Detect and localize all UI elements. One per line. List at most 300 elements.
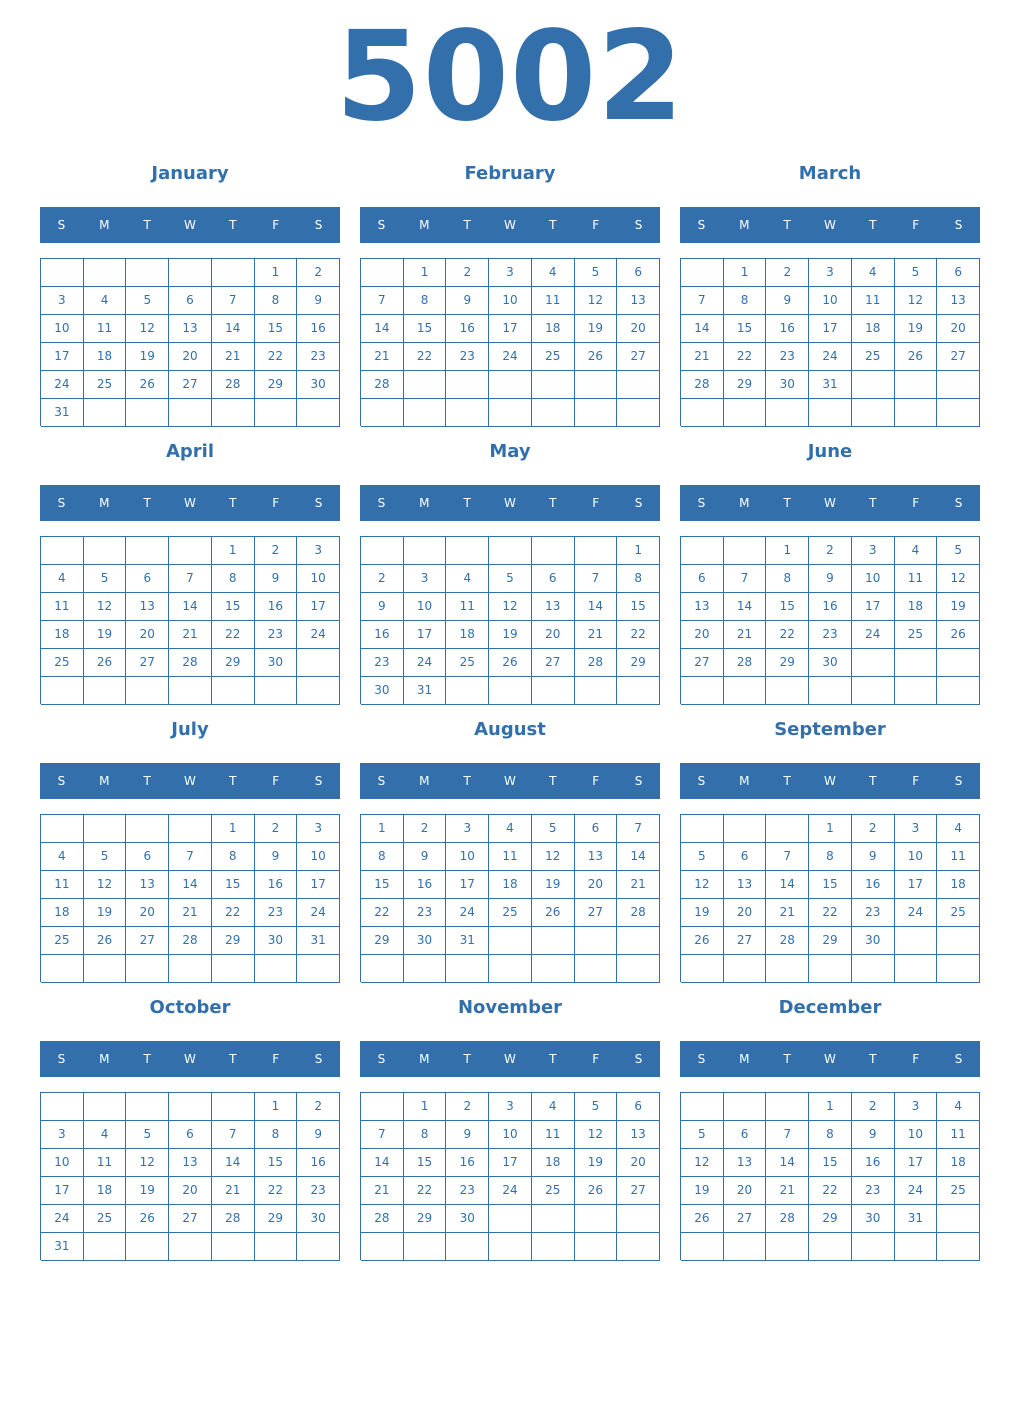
day-cell: 9 [446, 287, 489, 315]
empty-day-cell [617, 371, 660, 399]
day-cell: 28 [212, 1205, 255, 1233]
day-cell: 20 [126, 899, 169, 927]
month-may [360, 435, 660, 705]
day-cell: 16 [446, 1149, 489, 1177]
empty-day-cell [169, 677, 212, 705]
day-cell: 10 [41, 1149, 84, 1177]
day-cell: 3 [489, 1093, 532, 1121]
day-cell: 17 [41, 1177, 84, 1205]
day-cell: 5 [681, 843, 724, 871]
day-cell: 4 [84, 287, 127, 315]
day-cell: 7 [169, 565, 212, 593]
weekday-header [680, 1041, 980, 1077]
month-june [680, 435, 980, 705]
weekday-label: F [592, 774, 600, 788]
day-cell: 29 [255, 371, 298, 399]
empty-day-cell [297, 955, 340, 983]
empty-day-cell [532, 1233, 575, 1261]
day-cell: 21 [212, 1177, 255, 1205]
day-cell: 23 [255, 899, 298, 927]
empty-day-cell [681, 399, 724, 427]
weekday-header [680, 485, 980, 521]
day-cell: 8 [255, 1121, 298, 1149]
empty-day-cell [169, 537, 212, 565]
weekday-label: S [377, 496, 386, 510]
empty-day-cell [766, 677, 809, 705]
day-cell: 18 [937, 871, 980, 899]
empty-day-cell [617, 927, 660, 955]
weekday-label: F [912, 774, 920, 788]
weekday-label: S [377, 774, 386, 788]
day-cell: 17 [489, 315, 532, 343]
day-cell: 31 [297, 927, 340, 955]
weekday-label: S [954, 774, 963, 788]
weekday-label: M [419, 1052, 430, 1066]
empty-day-cell [937, 677, 980, 705]
day-cell: 9 [852, 843, 895, 871]
empty-day-cell [937, 955, 980, 983]
day-cell: 22 [255, 1177, 298, 1205]
day-cell: 1 [724, 259, 767, 287]
weekday-label: M [739, 218, 750, 232]
day-cell: 24 [489, 343, 532, 371]
weekday-label: S [634, 496, 643, 510]
empty-day-cell [212, 1093, 255, 1121]
empty-day-cell [126, 955, 169, 983]
empty-day-cell [575, 371, 618, 399]
weekday-label: M [739, 1052, 750, 1066]
empty-day-cell [532, 1205, 575, 1233]
month-title: June [807, 441, 853, 462]
empty-day-cell [404, 955, 447, 983]
day-cell: 20 [724, 899, 767, 927]
day-cell: 6 [724, 1121, 767, 1149]
day-cell: 26 [489, 649, 532, 677]
weekday-label: S [57, 496, 66, 510]
day-cell: 14 [361, 315, 404, 343]
day-cell: 5 [126, 287, 169, 315]
day-cell: 18 [84, 1177, 127, 1205]
empty-day-cell [212, 259, 255, 287]
day-cell: 22 [212, 621, 255, 649]
day-cell: 29 [212, 649, 255, 677]
month-title: October [149, 997, 231, 1018]
empty-day-cell [489, 955, 532, 983]
day-cell: 3 [41, 287, 84, 315]
day-cell: 16 [852, 871, 895, 899]
day-cell: 1 [255, 259, 298, 287]
weekday-label: T [783, 1052, 791, 1066]
weekday-label: S [697, 774, 706, 788]
empty-day-cell [681, 1093, 724, 1121]
day-cell: 4 [41, 565, 84, 593]
days-grid [680, 1092, 980, 1260]
day-cell: 13 [532, 593, 575, 621]
day-cell: 3 [895, 815, 938, 843]
day-cell: 14 [724, 593, 767, 621]
weekday-label: M [99, 218, 110, 232]
day-cell: 21 [169, 621, 212, 649]
day-cell: 5 [126, 1121, 169, 1149]
weekday-header [40, 763, 340, 799]
weekday-label: W [824, 218, 836, 232]
empty-day-cell [766, 1233, 809, 1261]
empty-day-cell [84, 955, 127, 983]
day-cell: 13 [724, 1149, 767, 1177]
day-cell: 4 [937, 815, 980, 843]
weekday-label: S [634, 218, 643, 232]
month-september [680, 713, 980, 983]
day-cell: 24 [404, 649, 447, 677]
day-cell: 11 [41, 593, 84, 621]
day-cell: 20 [575, 871, 618, 899]
day-cell: 25 [937, 1177, 980, 1205]
day-cell: 27 [724, 1205, 767, 1233]
day-cell: 12 [895, 287, 938, 315]
empty-day-cell [852, 1233, 895, 1261]
day-cell: 14 [766, 1149, 809, 1177]
weekday-label: S [634, 774, 643, 788]
empty-day-cell [361, 537, 404, 565]
day-cell: 15 [809, 1149, 852, 1177]
day-cell: 30 [852, 1205, 895, 1233]
weekday-label: W [504, 218, 516, 232]
day-cell: 30 [361, 677, 404, 705]
weekday-label: T [869, 1052, 877, 1066]
day-cell: 25 [532, 343, 575, 371]
weekday-header [40, 207, 340, 243]
day-cell: 4 [532, 259, 575, 287]
day-cell: 25 [446, 649, 489, 677]
day-cell: 5 [937, 537, 980, 565]
empty-day-cell [489, 371, 532, 399]
day-cell: 6 [617, 1093, 660, 1121]
days-grid [360, 814, 660, 982]
day-cell: 14 [617, 843, 660, 871]
day-cell: 9 [297, 1121, 340, 1149]
weekday-label: S [634, 1052, 643, 1066]
day-cell: 3 [297, 537, 340, 565]
day-cell: 26 [575, 343, 618, 371]
day-cell: 22 [617, 621, 660, 649]
day-cell: 9 [255, 843, 298, 871]
empty-day-cell [937, 649, 980, 677]
day-cell: 15 [255, 1149, 298, 1177]
weekday-label: T [463, 774, 471, 788]
day-cell: 7 [212, 287, 255, 315]
empty-day-cell [84, 259, 127, 287]
weekday-label: W [184, 774, 196, 788]
empty-day-cell [532, 677, 575, 705]
day-cell: 17 [446, 871, 489, 899]
day-cell: 26 [681, 1205, 724, 1233]
day-cell: 20 [681, 621, 724, 649]
day-cell: 26 [84, 927, 127, 955]
day-cell: 13 [575, 843, 618, 871]
days-grid [40, 258, 340, 426]
day-cell: 2 [255, 815, 298, 843]
empty-day-cell [489, 677, 532, 705]
day-cell: 26 [681, 927, 724, 955]
day-cell: 4 [41, 843, 84, 871]
day-cell: 2 [852, 1093, 895, 1121]
day-cell: 3 [446, 815, 489, 843]
empty-day-cell [446, 371, 489, 399]
day-cell: 29 [724, 371, 767, 399]
weekday-label: T [783, 496, 791, 510]
weekday-label: S [57, 1052, 66, 1066]
day-cell: 20 [169, 1177, 212, 1205]
day-cell: 30 [809, 649, 852, 677]
empty-day-cell [937, 1233, 980, 1261]
empty-day-cell [532, 955, 575, 983]
day-cell: 15 [617, 593, 660, 621]
empty-day-cell [766, 399, 809, 427]
day-cell: 28 [617, 899, 660, 927]
day-cell: 16 [255, 593, 298, 621]
day-cell: 27 [724, 927, 767, 955]
day-cell: 8 [766, 565, 809, 593]
day-cell: 17 [297, 871, 340, 899]
day-cell: 3 [41, 1121, 84, 1149]
day-cell: 3 [489, 259, 532, 287]
empty-day-cell [255, 399, 298, 427]
weekday-label: T [783, 774, 791, 788]
day-cell: 9 [297, 287, 340, 315]
weekday-label: T [549, 218, 557, 232]
day-cell: 6 [681, 565, 724, 593]
month-august [360, 713, 660, 983]
day-cell: 30 [404, 927, 447, 955]
weekday-label: F [592, 496, 600, 510]
day-cell: 2 [809, 537, 852, 565]
day-cell: 7 [766, 843, 809, 871]
day-cell: 13 [617, 287, 660, 315]
day-cell: 26 [84, 649, 127, 677]
empty-day-cell [575, 537, 618, 565]
day-cell: 6 [169, 1121, 212, 1149]
empty-day-cell [724, 955, 767, 983]
day-cell: 1 [255, 1093, 298, 1121]
empty-day-cell [297, 399, 340, 427]
empty-day-cell [212, 677, 255, 705]
day-cell: 26 [126, 1205, 169, 1233]
weekday-label: T [143, 218, 151, 232]
weekday-label: M [739, 496, 750, 510]
weekday-label: T [143, 496, 151, 510]
day-cell: 29 [212, 927, 255, 955]
day-cell: 14 [681, 315, 724, 343]
day-cell: 14 [212, 315, 255, 343]
day-cell: 6 [169, 287, 212, 315]
day-cell: 11 [446, 593, 489, 621]
day-cell: 29 [617, 649, 660, 677]
empty-day-cell [169, 815, 212, 843]
empty-day-cell [361, 1233, 404, 1261]
empty-day-cell [169, 1093, 212, 1121]
empty-day-cell [212, 955, 255, 983]
day-cell: 20 [617, 1149, 660, 1177]
day-cell: 19 [895, 315, 938, 343]
empty-day-cell [937, 371, 980, 399]
day-cell: 11 [41, 871, 84, 899]
day-cell: 22 [766, 621, 809, 649]
day-cell: 26 [575, 1177, 618, 1205]
empty-day-cell [212, 399, 255, 427]
weekday-label: S [314, 496, 323, 510]
day-cell: 23 [361, 649, 404, 677]
empty-day-cell [532, 399, 575, 427]
empty-day-cell [41, 537, 84, 565]
empty-day-cell [809, 1233, 852, 1261]
day-cell: 29 [766, 649, 809, 677]
weekday-label: S [697, 496, 706, 510]
empty-day-cell [489, 1233, 532, 1261]
empty-day-cell [617, 677, 660, 705]
day-cell: 5 [84, 565, 127, 593]
month-title: September [774, 719, 886, 740]
day-cell: 15 [212, 593, 255, 621]
empty-day-cell [809, 399, 852, 427]
empty-day-cell [404, 537, 447, 565]
day-cell: 10 [489, 287, 532, 315]
day-cell: 31 [895, 1205, 938, 1233]
day-cell: 19 [532, 871, 575, 899]
day-cell: 2 [255, 537, 298, 565]
month-november [360, 991, 660, 1261]
day-cell: 23 [446, 343, 489, 371]
day-cell: 20 [169, 343, 212, 371]
day-cell: 8 [404, 1121, 447, 1149]
day-cell: 28 [212, 371, 255, 399]
day-cell: 16 [809, 593, 852, 621]
day-cell: 3 [297, 815, 340, 843]
empty-day-cell [169, 399, 212, 427]
day-cell: 6 [575, 815, 618, 843]
empty-day-cell [297, 1233, 340, 1261]
empty-day-cell [41, 955, 84, 983]
day-cell: 27 [617, 1177, 660, 1205]
day-cell: 26 [937, 621, 980, 649]
day-cell: 4 [532, 1093, 575, 1121]
day-cell: 27 [169, 371, 212, 399]
days-grid [680, 814, 980, 982]
weekday-label: T [463, 496, 471, 510]
day-cell: 10 [852, 565, 895, 593]
day-cell: 27 [169, 1205, 212, 1233]
day-cell: 12 [681, 871, 724, 899]
day-cell: 11 [937, 1121, 980, 1149]
empty-day-cell [809, 955, 852, 983]
day-cell: 24 [446, 899, 489, 927]
day-cell: 3 [404, 565, 447, 593]
empty-day-cell [852, 649, 895, 677]
day-cell: 27 [126, 649, 169, 677]
day-cell: 7 [681, 287, 724, 315]
day-cell: 30 [446, 1205, 489, 1233]
day-cell: 12 [84, 593, 127, 621]
empty-day-cell [404, 371, 447, 399]
day-cell: 19 [84, 621, 127, 649]
day-cell: 1 [766, 537, 809, 565]
day-cell: 30 [255, 649, 298, 677]
empty-day-cell [446, 955, 489, 983]
day-cell: 28 [169, 927, 212, 955]
day-cell: 23 [852, 899, 895, 927]
weekday-label: W [184, 496, 196, 510]
day-cell: 2 [446, 1093, 489, 1121]
weekday-header [680, 207, 980, 243]
day-cell: 12 [575, 287, 618, 315]
day-cell: 24 [41, 371, 84, 399]
empty-day-cell [41, 815, 84, 843]
day-cell: 7 [766, 1121, 809, 1149]
day-cell: 26 [532, 899, 575, 927]
weekday-label: W [504, 774, 516, 788]
day-cell: 19 [575, 1149, 618, 1177]
day-cell: 16 [297, 1149, 340, 1177]
day-cell: 14 [212, 1149, 255, 1177]
day-cell: 19 [84, 899, 127, 927]
day-cell: 11 [84, 315, 127, 343]
empty-day-cell [766, 955, 809, 983]
empty-day-cell [126, 677, 169, 705]
weekday-label: T [229, 1052, 237, 1066]
day-cell: 16 [255, 871, 298, 899]
day-cell: 22 [404, 343, 447, 371]
day-cell: 19 [126, 343, 169, 371]
empty-day-cell [361, 259, 404, 287]
empty-day-cell [361, 955, 404, 983]
days-grid [40, 1092, 340, 1260]
day-cell: 8 [404, 287, 447, 315]
weekday-label: T [229, 774, 237, 788]
weekday-label: F [912, 218, 920, 232]
empty-day-cell [489, 1205, 532, 1233]
days-grid [680, 258, 980, 426]
weekday-label: S [954, 218, 963, 232]
weekday-header [360, 763, 660, 799]
day-cell: 25 [937, 899, 980, 927]
day-cell: 10 [41, 315, 84, 343]
day-cell: 24 [895, 899, 938, 927]
day-cell: 20 [724, 1177, 767, 1205]
empty-day-cell [255, 677, 298, 705]
empty-day-cell [724, 399, 767, 427]
day-cell: 4 [937, 1093, 980, 1121]
empty-day-cell [617, 399, 660, 427]
empty-day-cell [532, 371, 575, 399]
day-cell: 21 [575, 621, 618, 649]
day-cell: 2 [852, 815, 895, 843]
day-cell: 9 [852, 1121, 895, 1149]
day-cell: 5 [895, 259, 938, 287]
weekday-label: F [272, 218, 280, 232]
day-cell: 9 [255, 565, 298, 593]
day-cell: 1 [212, 537, 255, 565]
day-cell: 5 [575, 259, 618, 287]
day-cell: 10 [446, 843, 489, 871]
day-cell: 11 [532, 287, 575, 315]
empty-day-cell [852, 955, 895, 983]
day-cell: 7 [617, 815, 660, 843]
day-cell: 21 [681, 343, 724, 371]
day-cell: 7 [212, 1121, 255, 1149]
day-cell: 29 [255, 1205, 298, 1233]
days-grid [360, 536, 660, 704]
empty-day-cell [446, 1233, 489, 1261]
day-cell: 31 [809, 371, 852, 399]
